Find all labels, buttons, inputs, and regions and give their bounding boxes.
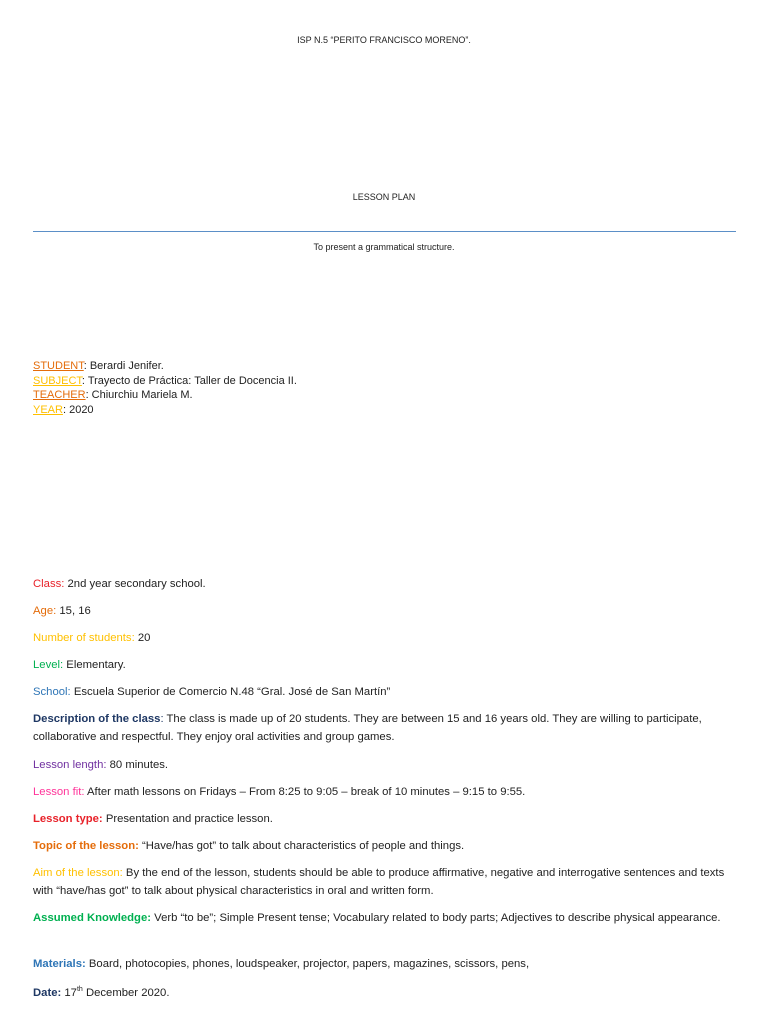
detail-separator: : — [131, 632, 135, 644]
detail-label: Aim of the lesson: — [33, 867, 123, 879]
detail-label: Description of the class — [33, 713, 161, 725]
student-info — [33, 359, 297, 417]
info-value: : Berardi Jenifer. — [83, 360, 164, 372]
detail-value: 2nd year secondary school. — [64, 578, 206, 590]
detail-value-rest: December 2020. — [82, 986, 170, 999]
info-line-year — [33, 403, 297, 418]
detail-date — [33, 981, 738, 1002]
detail-label: Materials: — [33, 958, 86, 970]
detail-number-of-students — [33, 629, 738, 647]
detail-lesson-type — [33, 810, 738, 828]
detail-label: School — [33, 686, 68, 698]
divider — [33, 231, 736, 232]
info-line-teacher — [33, 388, 297, 403]
detail-separator: : — [160, 713, 164, 725]
detail-label: Lesson type: — [33, 813, 103, 825]
detail-label: Class — [33, 578, 62, 590]
detail-materials — [33, 955, 738, 973]
detail-label: Level — [33, 659, 61, 671]
document-subtitle: To present a grammatical structure. — [313, 242, 455, 252]
detail-label: Age: — [33, 605, 57, 617]
detail-value-sup: th — [76, 986, 83, 993]
detail-value: Escuela Superior de Comercio N.48 “Gral. José de San Martín” — [70, 686, 391, 698]
detail-label: Date: — [33, 986, 62, 999]
detail-value: Board, photocopies, phones, loudspeaker, projector, papers, magazines, scissors, pens, — [85, 958, 530, 970]
detail-label: Lesson length — [33, 759, 104, 771]
detail-value: After math lessons on Fridays – From 8:25 to 9:05 – break of 10 minutes – 9:15 to 9:55. — [84, 786, 526, 798]
detail-lesson-fit — [33, 783, 738, 801]
detail-label: Lesson fit: — [33, 786, 85, 798]
info-label: SUBJECT — [33, 374, 82, 387]
detail-value: The class is made up of 20 students. They are between 15 and 16 years old. They are willing to participate, collaborative and respectful. They enjoy oral activities and group games. — [33, 713, 702, 743]
detail-value-day: 17 — [61, 986, 77, 999]
info-line-subject — [33, 374, 297, 389]
detail-label: Assumed Knowledge: — [33, 912, 152, 924]
detail-separator: : — [61, 578, 65, 590]
info-line-student — [33, 359, 297, 374]
detail-label: Topic of the lesson: — [33, 840, 139, 852]
info-value: : Chiurchiu Mariela M. — [85, 389, 193, 401]
institution-name: ISP N.5 “PERITO FRANCISCO MORENO”. — [297, 35, 471, 45]
detail-value: Presentation and practice lesson. — [102, 813, 273, 825]
detail-separator: : — [103, 759, 107, 771]
detail-value: 80 minutes. — [106, 759, 169, 771]
detail-topic-of-the-lesson — [33, 837, 738, 855]
info-value: : Trayecto de Práctica: Taller de Docencia II. — [81, 374, 297, 387]
detail-value: “Have/has got” to talk about characteristics of people and things. — [138, 840, 465, 852]
info-label: TEACHER — [33, 389, 86, 401]
detail-value: 20 — [134, 632, 151, 644]
detail-separator: : — [60, 659, 64, 671]
detail-assumed-knowledge — [33, 909, 738, 927]
info-label: YEAR — [33, 403, 63, 416]
detail-value: 15, 16 — [56, 605, 91, 617]
info-label: STUDENT — [33, 360, 84, 372]
detail-value: By the end of the lesson, students should be able to produce affirmative, negative and interrogative sentences and texts with “have/has got” to talk about physical characteristics in oral and written form. — [33, 867, 725, 897]
detail-class — [33, 575, 738, 593]
detail-value: Elementary. — [63, 659, 126, 671]
document-title: LESSON PLAN — [352, 192, 416, 202]
detail-age — [33, 602, 738, 620]
detail-aim-of-the-lesson — [33, 864, 738, 900]
detail-level — [33, 656, 738, 674]
info-value: : 2020 — [62, 403, 94, 416]
detail-school — [33, 683, 738, 701]
detail-lesson-length — [33, 756, 738, 774]
detail-value: Verb “to be”; Simple Present tense; Vocabulary related to body parts; Adjectives to describe physical appearance. — [151, 912, 721, 924]
detail-label: Number of students — [33, 632, 132, 644]
detail-separator: : — [67, 686, 71, 698]
detail-description-of-the-class — [33, 710, 738, 746]
